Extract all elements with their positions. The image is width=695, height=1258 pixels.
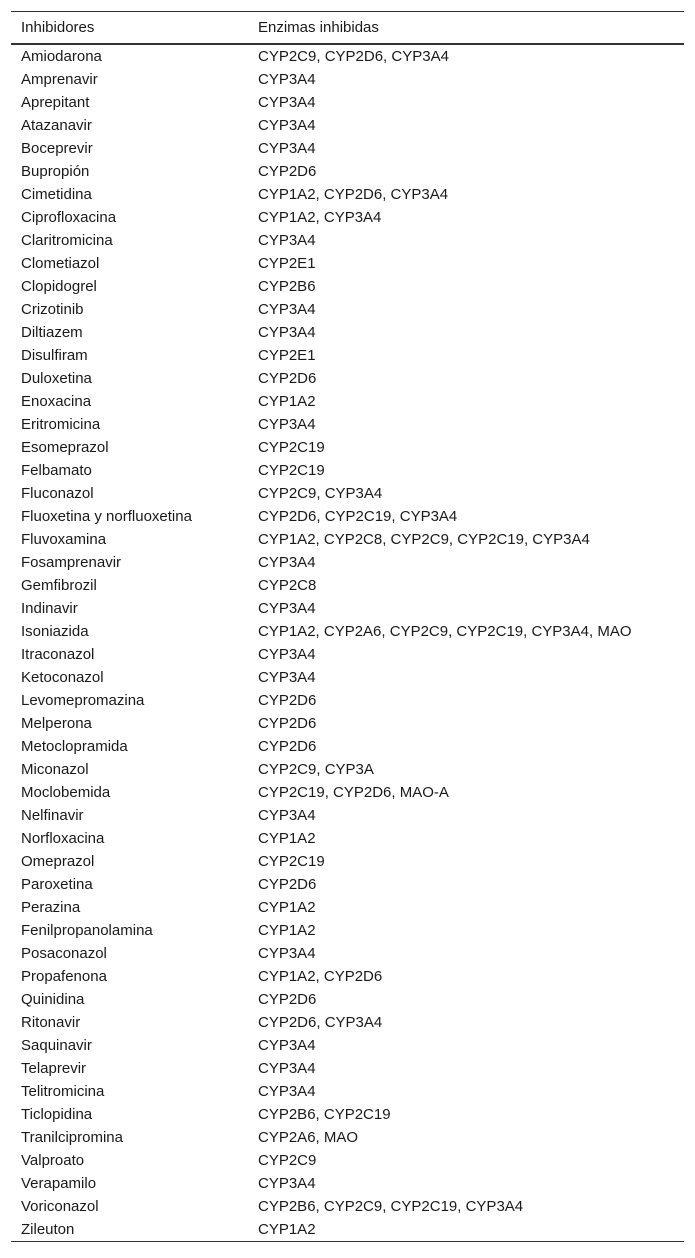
table-row <box>11 275 684 298</box>
enzymes-cell: CYP2B6 <box>258 278 316 295</box>
table-row <box>11 68 684 91</box>
inhibitor-cell: Eritromicina <box>21 416 101 433</box>
enzymes-cell: CYP2D6 <box>258 370 317 387</box>
table-row <box>11 666 684 689</box>
enzymes-cell: CYP3A4 <box>258 600 316 617</box>
inhibitor-cell: Valproato <box>21 1152 85 1169</box>
table-row <box>11 91 684 114</box>
inhibitor-cell: Ketoconazol <box>21 669 104 686</box>
enzymes-cell: CYP3A4 <box>258 554 316 571</box>
enzymes-cell: CYP2D6, CYP2C19, CYP3A4 <box>258 508 458 525</box>
enzymes-cell: CYP3A4 <box>258 94 316 111</box>
inhibitor-cell: Ticlopidina <box>21 1106 93 1123</box>
enzymes-cell: CYP2E1 <box>258 347 316 364</box>
inhibitor-cell: Saquinavir <box>21 1037 92 1054</box>
enzymes-cell: CYP2C8 <box>258 577 317 594</box>
enzymes-cell: CYP1A2, CYP2D6, CYP3A4 <box>258 186 449 203</box>
table-row <box>11 1080 684 1103</box>
inhibitor-cell: Crizotinib <box>21 301 84 318</box>
inhibitor-cell: Quinidina <box>21 991 85 1008</box>
inhibitor-cell: Ciprofloxacina <box>21 209 117 226</box>
table-row <box>11 252 684 275</box>
enzymes-cell: CYP2D6, CYP3A4 <box>258 1014 383 1031</box>
table-row <box>11 1172 684 1195</box>
inhibitor-cell: Ritonavir <box>21 1014 81 1031</box>
enzymes-cell: CYP2D6 <box>258 163 317 180</box>
enzymes-cell: CYP2C9, CYP2D6, CYP3A4 <box>258 48 449 65</box>
enzymes-cell: CYP2C19 <box>258 439 325 456</box>
inhibitor-cell: Duloxetina <box>21 370 92 387</box>
inhibitor-cell: Telitromicina <box>21 1083 105 1100</box>
inhibitor-cell: Paroxetina <box>21 876 93 893</box>
inhibitor-cell: Disulfiram <box>21 347 88 364</box>
enzymes-cell: CYP2D6 <box>258 991 317 1008</box>
inhibitor-cell: Gemfibrozil <box>21 577 97 594</box>
table-row <box>11 643 684 666</box>
enzymes-cell: CYP3A4 <box>258 945 316 962</box>
table-row <box>11 620 684 643</box>
inhibitor-cell: Felbamato <box>21 462 92 479</box>
inhibitor-cell: Moclobemida <box>21 784 111 801</box>
table-row <box>11 574 684 597</box>
table-row <box>11 114 684 137</box>
inhibitor-cell: Omeprazol <box>21 853 95 870</box>
enzymes-cell: CYP2C9, CYP3A <box>258 761 374 778</box>
inhibitor-cell: Miconazol <box>21 761 89 778</box>
table-row <box>11 551 684 574</box>
inhibitor-cell: Amprenavir <box>21 71 98 88</box>
table-row <box>11 850 684 873</box>
table-row <box>11 919 684 942</box>
enzymes-cell: CYP2C19, CYP2D6, MAO-A <box>258 784 449 801</box>
enzymes-cell: CYP1A2, CYP2D6 <box>258 968 383 985</box>
table-row <box>11 528 684 551</box>
inhibitor-cell: Boceprevir <box>21 140 93 157</box>
inhibitor-cell: Cimetidina <box>21 186 92 203</box>
table-row <box>11 298 684 321</box>
table-row <box>11 712 684 735</box>
table-row <box>11 137 684 160</box>
enzymes-cell: CYP3A4 <box>258 669 316 686</box>
inhibitor-cell: Clopidogrel <box>21 278 97 295</box>
table-row <box>11 344 684 367</box>
enzymes-cell: CYP3A4 <box>258 71 316 88</box>
inhibitor-cell: Telaprevir <box>21 1060 87 1077</box>
table-row <box>11 1057 684 1080</box>
enzymes-cell: CYP2D6 <box>258 738 317 755</box>
inhibitor-cell: Melperona <box>21 715 92 732</box>
table-row <box>11 758 684 781</box>
table-row <box>11 1218 684 1242</box>
table-row <box>11 413 684 436</box>
inhibitor-cell: Fenilpropanolamina <box>21 922 153 939</box>
table-row <box>11 735 684 758</box>
enzymes-cell: CYP2C9, CYP3A4 <box>258 485 383 502</box>
table-row <box>11 689 684 712</box>
inhibitor-cell: Amiodarona <box>21 48 102 65</box>
table-row <box>11 1011 684 1034</box>
inhibitor-cell: Posaconazol <box>21 945 107 962</box>
inhibitors-table <box>11 11 684 1242</box>
inhibitor-cell: Diltiazem <box>21 324 83 341</box>
inhibitor-cell: Itraconazol <box>21 646 95 663</box>
table-row <box>11 873 684 896</box>
table-row <box>11 482 684 505</box>
table-row <box>11 988 684 1011</box>
table-row <box>11 1103 684 1126</box>
inhibitor-cell: Fluvoxamina <box>21 531 107 548</box>
table-row <box>11 942 684 965</box>
table-header <box>11 12 684 45</box>
header-row <box>11 12 684 45</box>
table-row <box>11 229 684 252</box>
enzymes-cell: CYP2C9 <box>258 1152 317 1169</box>
enzymes-cell: CYP2C19 <box>258 853 325 870</box>
inhibitor-cell: Nelfinavir <box>21 807 84 824</box>
enzymes-cell: CYP3A4 <box>258 1175 316 1192</box>
enzymes-cell: CYP2D6 <box>258 715 317 732</box>
table-body <box>11 44 684 1242</box>
enzymes-cell: CYP1A2, CYP2C8, CYP2C9, CYP2C19, CYP3A4 <box>258 531 590 548</box>
inhibitor-cell: Claritromicina <box>21 232 113 249</box>
table-row <box>11 44 684 68</box>
enzymes-cell: CYP2E1 <box>258 255 316 272</box>
enzymes-cell: CYP3A4 <box>258 324 316 341</box>
inhibitors-table-container <box>11 11 684 1242</box>
table-row <box>11 827 684 850</box>
enzymes-cell: CYP2D6 <box>258 692 317 709</box>
enzymes-cell: CYP3A4 <box>258 416 316 433</box>
inhibitor-cell: Voriconazol <box>21 1198 99 1215</box>
enzymes-cell: CYP2B6, CYP2C19 <box>258 1106 391 1123</box>
enzymes-cell: CYP1A2 <box>258 899 316 916</box>
inhibitor-cell: Isoniazida <box>21 623 89 640</box>
table-row <box>11 183 684 206</box>
inhibitor-cell: Fosamprenavir <box>21 554 122 571</box>
table-row <box>11 505 684 528</box>
enzymes-cell: CYP1A2 <box>258 830 316 847</box>
column-header-enzimas: Enzimas inhibidas <box>258 19 379 36</box>
inhibitor-cell: Esomeprazol <box>21 439 109 456</box>
enzymes-cell: CYP2D6 <box>258 876 317 893</box>
table-row <box>11 1149 684 1172</box>
inhibitor-cell: Verapamilo <box>21 1175 97 1192</box>
table-row <box>11 597 684 620</box>
inhibitor-cell: Atazanavir <box>21 117 92 134</box>
enzymes-cell: CYP1A2, CYP2A6, CYP2C9, CYP2C19, CYP3A4, MAO <box>258 623 632 640</box>
enzymes-cell: CYP3A4 <box>258 301 316 318</box>
table-row <box>11 1126 684 1149</box>
enzymes-cell: CYP3A4 <box>258 646 316 663</box>
enzymes-cell: CYP2B6, CYP2C9, CYP2C19, CYP3A4 <box>258 1198 524 1215</box>
inhibitor-cell: Propafenona <box>21 968 107 985</box>
inhibitor-cell: Fluconazol <box>21 485 94 502</box>
table-row <box>11 965 684 988</box>
inhibitor-cell: Fluoxetina y norfluoxetina <box>21 508 192 525</box>
table-row <box>11 781 684 804</box>
enzymes-cell: CYP3A4 <box>258 1037 316 1054</box>
enzymes-cell: CYP3A4 <box>258 1083 316 1100</box>
table-row <box>11 160 684 183</box>
inhibitor-cell: Indinavir <box>21 600 78 617</box>
table-row <box>11 459 684 482</box>
column-header-inhibidores: Inhibidores <box>21 19 95 36</box>
table-row <box>11 436 684 459</box>
inhibitor-cell: Levomepromazina <box>21 692 145 709</box>
enzymes-cell: CYP1A2, CYP3A4 <box>258 209 382 226</box>
inhibitor-cell: Clometiazol <box>21 255 100 272</box>
enzymes-cell: CYP3A4 <box>258 807 316 824</box>
inhibitor-cell: Aprepitant <box>21 94 90 111</box>
table-row <box>11 1034 684 1057</box>
enzymes-cell: CYP3A4 <box>258 117 316 134</box>
table-row <box>11 1195 684 1218</box>
enzymes-cell: CYP2A6, MAO <box>258 1129 359 1146</box>
inhibitor-cell: Zileuton <box>21 1221 75 1238</box>
enzymes-cell: CYP3A4 <box>258 140 316 157</box>
enzymes-cell: CYP1A2 <box>258 1221 316 1238</box>
enzymes-cell: CYP1A2 <box>258 922 316 939</box>
inhibitor-cell: Perazina <box>21 899 81 916</box>
inhibitor-cell: Norfloxacina <box>21 830 105 847</box>
enzymes-cell: CYP3A4 <box>258 1060 316 1077</box>
table-row <box>11 367 684 390</box>
enzymes-cell: CYP1A2 <box>258 393 316 410</box>
inhibitor-cell: Enoxacina <box>21 393 92 410</box>
enzymes-cell: CYP3A4 <box>258 232 316 249</box>
inhibitor-cell: Tranilcipromina <box>21 1129 123 1146</box>
inhibitor-cell: Bupropión <box>21 163 90 180</box>
table-row <box>11 390 684 413</box>
enzymes-cell: CYP2C19 <box>258 462 325 479</box>
table-row <box>11 804 684 827</box>
table-row <box>11 206 684 229</box>
table-row <box>11 896 684 919</box>
table-row <box>11 321 684 344</box>
inhibitor-cell: Metoclopramida <box>21 738 128 755</box>
